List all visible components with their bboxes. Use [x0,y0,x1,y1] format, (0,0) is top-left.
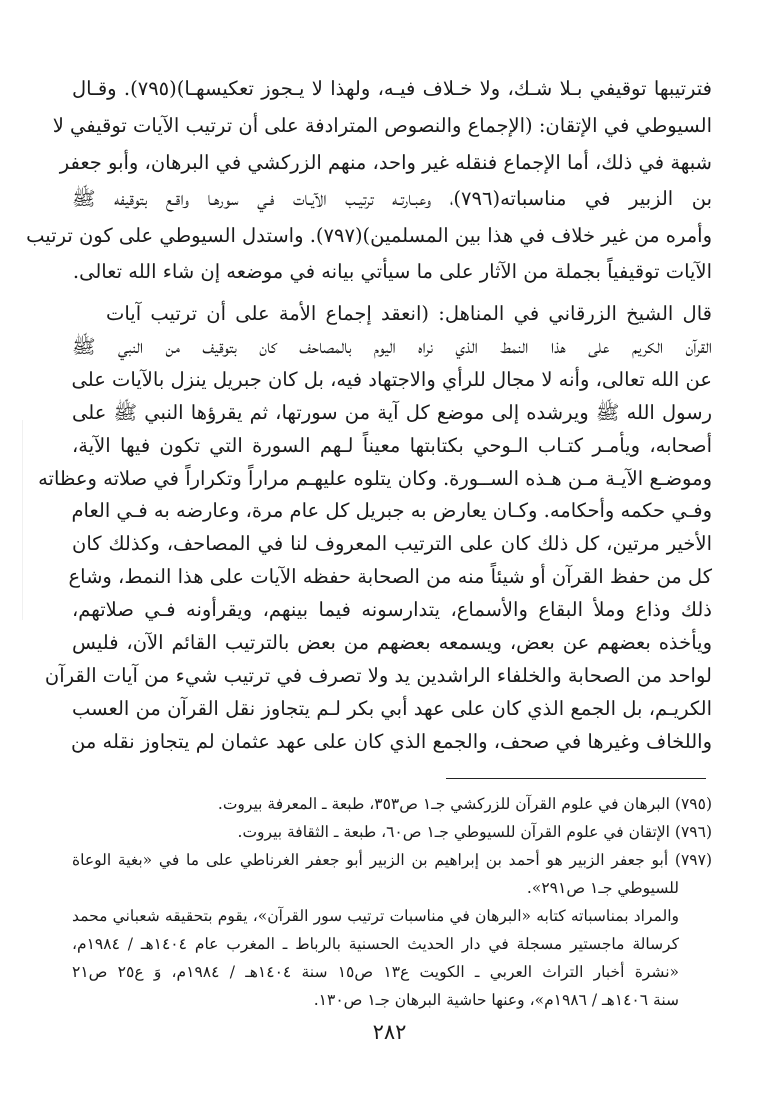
footnote-797-note: كرسالة ماجستير مسجلة في دار الحديث الحسنية بالرباط ـ المغرب عام ١٤٠٤هـ / ١٩٨٤م، [72,935,679,953]
footnote-rule [446,778,706,779]
footnote-797-cont: للسيوطي جـ١ ص٢٩١». [526,879,679,897]
body-line: فترتيبها توقيفي بـلا شـك، ولا خـلاف فيـه، ولهذا لا يـجوز تعكيسهـا)(٧٩٥). وقـال [72,77,712,100]
footnote-797-note: «نشرة أخبار التراث العربي ـ الكويت ع١٣ ص١٥ سنة ١٤٠٤هـ / ١٩٨٤م، وَ ع٢٥ ص٢١ [72,963,679,981]
body-line: القرآن الكريم على هذا النمط الذي نراه اليوم بالمصاحف كان بتوقيف من النبي ﷺ [72,334,712,358]
body-line: بن الزبير في مناسباته(٧٩٦)، وعبـارتـه ترتيـب الآيـات فـي سورهـا واقـع بتوقيفه ﷺ [72,187,712,210]
body-line: رسول الله ﷺ ويرشده إلى موضع كل آية من سورتها، ثم يقرؤها النبي ﷺ على [72,400,712,424]
body-line: واللخاف وغيرها في صحف، والجمع الذي كان على عهد عثمان لم يتجاوز نقله من [71,729,712,753]
body-line: ويأخذه بعضهم عن بعض، ويسمعه بعضهم من بعض بالترتيب القائم الآن، فليس [72,631,712,654]
body-line: كل من حفظ القرآن أو شيئاً منه من الصحابة حفظه الآيات على هذا النمط، وشاع [68,565,712,589]
body-line: الأخير مرتين، كل ذلك كان على الترتيب المعروف لنا في المصاحف، وكذلك كان [72,532,712,556]
body-line: السيوطي في الإتقان: (الإجماع والنصوص المترادفة على أن ترتيب الآيات توقيفي لا [52,114,712,137]
body-line: وفـي حكمه وأحكامه. وكـان يعارض به جبريل كل عام مرة، وعارضه به فـي العام [71,499,712,523]
body-line: الكريـم، بل الجمع الذي كان على عهد أبي بكر لـم يتجاوز نقل القرآن من العسب [72,696,712,720]
body-line: أصحابه، ويأمـر كتـاب الـوحي بكتابتها معيناً لـهم السورة التي تكون فيها الآية، [72,433,712,457]
footnote-797-note: والمراد بمناسباته كتابه «البرهان في مناسبات ترتيب سور القرآن»، يقوم بتحقيقه شعباني محمد [72,907,679,925]
footnote-796: (٧٩٦) الإتقان في علوم القرآن للسيوطي جـ١ ص٦٠، طبعة ـ الثقافة بيروت. [237,823,712,841]
body-line: شبهة في ذلك، أما الإجماع فنقله غير واحد، منهم الزركشي في البرهان، وأبو جعفر [59,151,712,174]
body-line: وموضـع الآيـة مـن هـذه الســورة. وكان يتلوه عليهـم مراراً وتكراراً في صلاته وعظاته [38,466,712,490]
scan-edge-mark [22,420,23,620]
footnote-795: (٧٩٥) البرهان في علوم القرآن للزركشي جـ١ ص٣٥٣، طبعة ـ المعرفة بيروت. [217,795,712,813]
body-line-indented: قال الشيخ الزرقاني في المناهل: (انعقد إجماع الأمة على أن ترتيب آيات [106,302,712,325]
body-line: الآيات توقيفياً بجملة من الآثار على ما سيأتي بيانه في موضعه إن شاء الله تعالى. [72,260,712,283]
body-line: ذلك وذاع وملأ البقاع والأسماع، يتدارسونه فيما بينهم، ويقرأونه فـي صلاتهم، [72,598,712,622]
body-line: لواحد من الصحابة والخلفاء الراشدين يد ولا تصرف في ترتيب شيء من آيات القرآن [44,663,712,687]
body-line: عن الله تعالى، وأنه لا مجال للرأي والاجتهاد فيه، بل كان جبريل ينزل بالآيات على [71,367,712,391]
page-number: ٢٨٢ [372,1020,407,1044]
footnote-797-note: سنة ١٤٠٦هـ / ١٩٨٦م»، وعنها حاشية البرهان جـ١ ص١٣٠. [313,991,679,1009]
footnote-797: (٧٩٧) أبو جعفر الزبير هو أحمد بن إبراهيم بن الزبير أبو جعفر الغرناطي على ما في «بغية الوعاة [72,851,712,869]
body-line: وأمره من غير خلاف في هذا بين المسلمين)(٧٩٧). واستدل السيوطي على كون ترتيب [26,224,712,247]
